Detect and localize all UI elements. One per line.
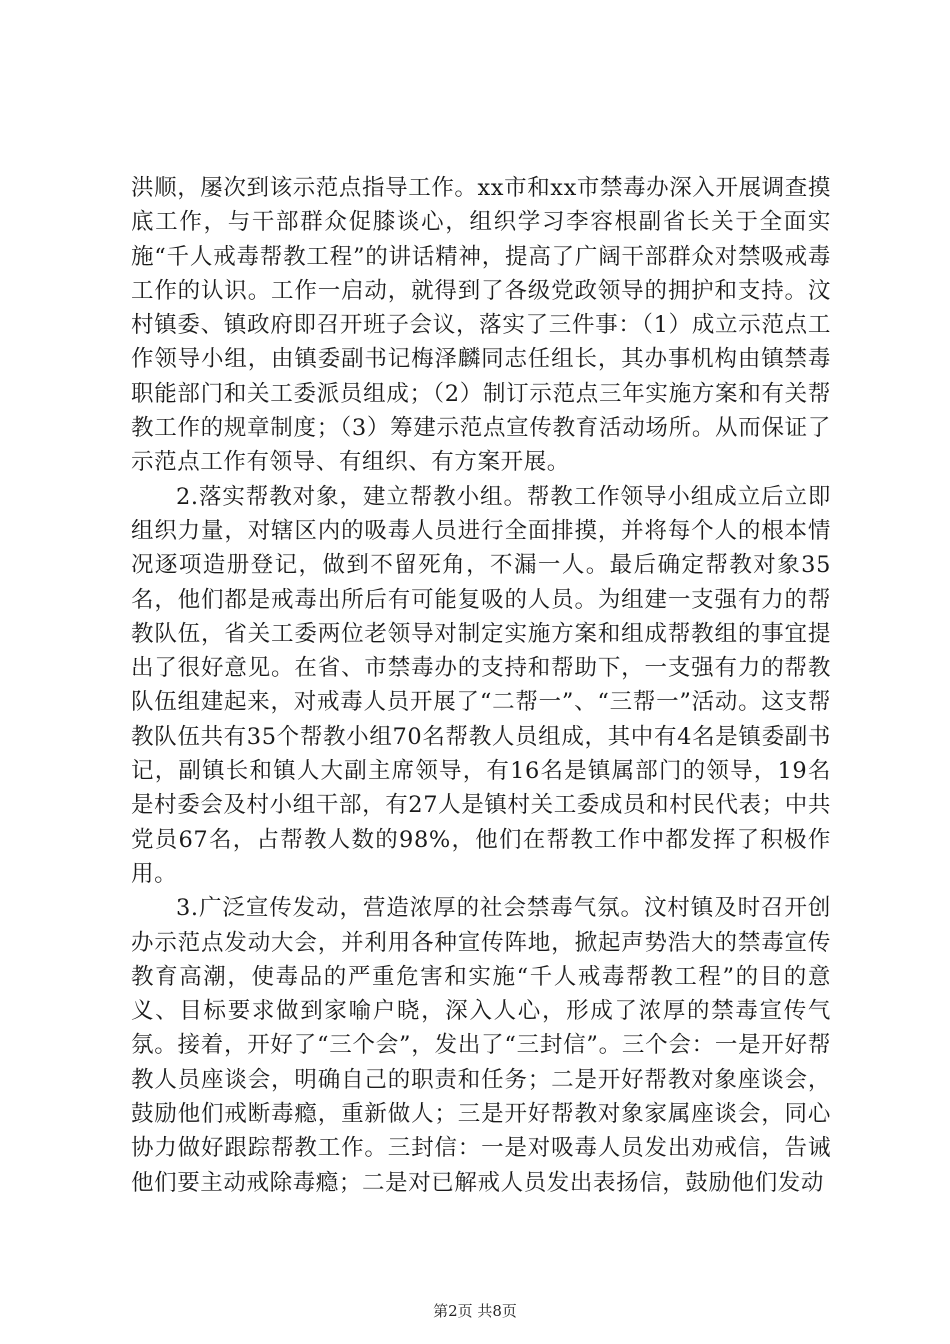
paragraph-continued: 洪顺，屡次到该示范点指导工作。xx市和xx市禁毒办深入开展调查摸底工作，与干部群众促膝谈心，组织学习李容根副省长关于全面实施“千人戒毒帮教工程”的讲话精神，提高了广阔干部群众对禁吸戒毒工作的认识。工作一启动，就得到了各级党政领导的拥护和支持。汶村镇委、镇政府即召开班子会议，落实了三件事：（1）成立示范点工作领导小组，由镇委副书记梅泽麟同志任组长，其办事机构由镇禁毒职能部门和关工委派员组成；（2）制订示范点三年实施方案和有关帮教工作的规章制度；（3）筹建示范点宣传教育活动场所。从而保证了示范点工作有领导、有组织、有方案开展。 — [131, 175, 831, 476]
document-body — [131, 171, 831, 1200]
paragraph-section-2: 2.落实帮教对象，建立帮教小组。帮教工作领导小组成立后立即组织力量，对辖区内的吸毒人员进行全面排摸，并将每个人的根本情况逐项造册登记，做到不留死角，不漏一人。最后确定帮教对象35名，他们都是戒毒出所后有可能复吸的人员。为组建一支强有力的帮教队伍，省关工委两位老领导对制定实施方案和组成帮教组的事宜提出了很好意见。在省、市禁毒办的支持和帮助下，一支强有力的帮教队伍组建起来，对戒毒人员开展了“二帮一”、“三帮一”活动。这支帮教队伍共有35个帮教小组70名帮教人员组成，其中有4名是镇委副书记，副镇长和镇人大副主席领导，有16名是镇属部门的领导，19名是村委会及村小组干部，有27人是镇村关工委成员和村民代表；中共党员67名，占帮教人数的98%，他们在帮教工作中都发挥了积极作用。 — [131, 483, 831, 887]
page-footer — [0, 1300, 950, 1321]
paragraph-section-3: 3.广泛宣传发动，营造浓厚的社会禁毒气氛。汶村镇及时召开创办示范点发动大会，并利用各种宣传阵地，掀起声势浩大的禁毒宣传教育高潮，使毒品的严重危害和实施“千人戒毒帮教工程”的目的意义、目标要求做到家喻户晓，深入人心，形成了浓厚的禁毒宣传气氛。接着，开好了“三个会”，发出了“三封信”。三个会：一是开好帮教人员座谈会，明确自己的职责和任务；二是开好帮教对象座谈会，鼓励他们戒断毒瘾，重新做人；三是开好帮教对象家属座谈会，同心协力做好跟踪帮教工作。三封信：一是对吸毒人员发出劝戒信，告诫他们要主动戒除毒瘾；二是对已解戒人员发出表扬信，鼓励他们发动 — [131, 895, 831, 1196]
page-number-label: 第2页 共8页 — [433, 1302, 517, 1320]
